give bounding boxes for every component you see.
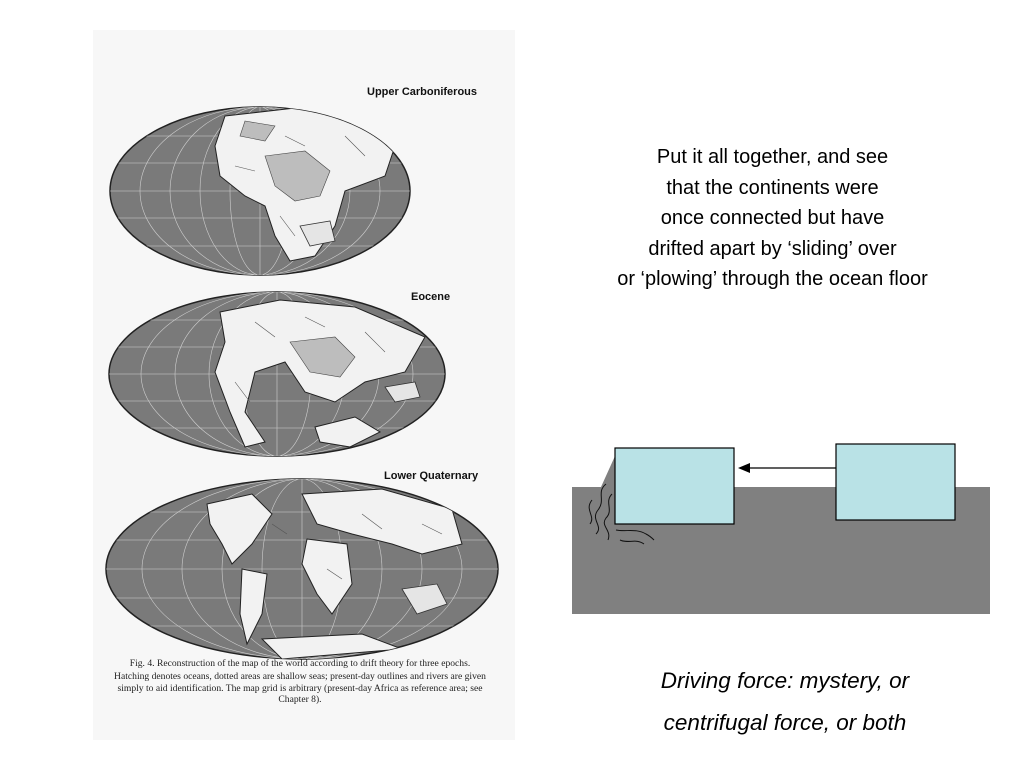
- headline-line: once connected but have: [660, 207, 885, 229]
- figure-caption-main: Fig. 4. Reconstruction of the map of the world according to drift theory for three epochs.: [129, 658, 471, 669]
- drift-arrow: [738, 463, 836, 473]
- headline-line: drifted apart by ‘sliding’ over: [648, 237, 897, 260]
- continent-block-right: [836, 444, 955, 520]
- driving-force-line-2: centrifugal force, or both: [663, 710, 907, 735]
- headline-line: that the continents were: [666, 176, 879, 199]
- driving-force-text: [600, 660, 970, 744]
- headline-line: or ‘plowing’ through the ocean floor: [617, 268, 928, 290]
- figure-caption-sub: Hatching denotes oceans, dotted areas are shallow seas; present-day outlines and rivers are given simply to aid identification. The map grid is arbitrary (present-day Africa as reference area; see Chapter 8).: [114, 671, 486, 706]
- headline-line: Put it all together, and see: [656, 146, 889, 168]
- crumpled-edge: [601, 456, 615, 487]
- driving-force-line-1: Driving force: mystery, or: [660, 668, 910, 693]
- map-title-upper-carboniferous: Upper Carboniferous: [367, 86, 478, 98]
- map-title-eocene: Eocene: [411, 291, 451, 303]
- map-title-lower-quaternary: Lower Quaternary: [384, 470, 479, 482]
- continent-block-left: [615, 448, 734, 524]
